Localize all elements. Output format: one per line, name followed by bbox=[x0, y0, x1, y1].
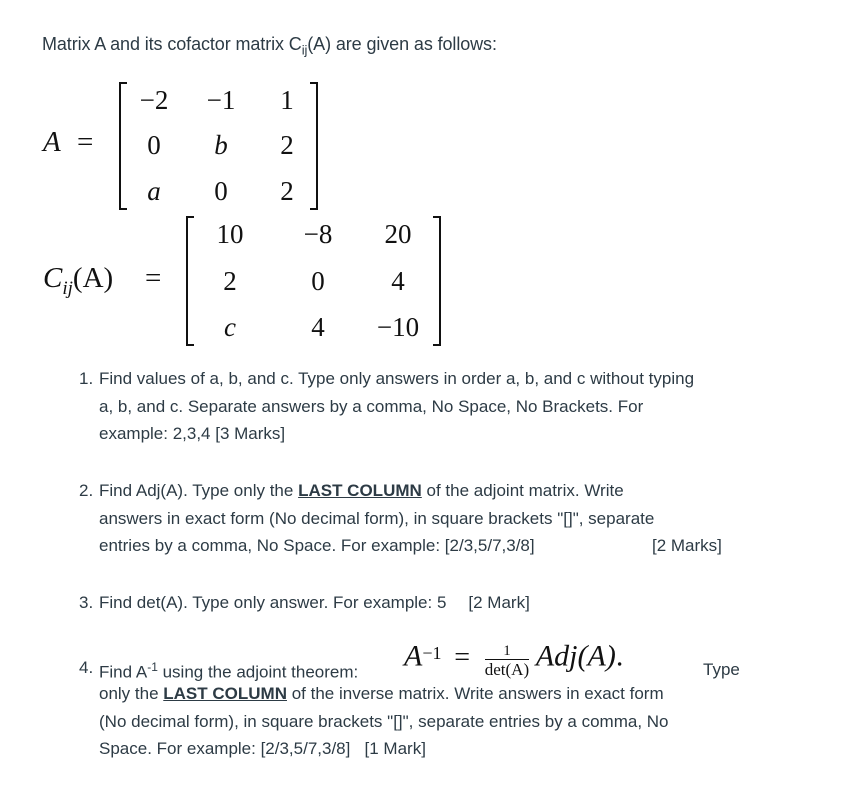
matrix-c-equals: = bbox=[145, 262, 162, 294]
matrix-c-cell: 0 bbox=[311, 266, 325, 296]
question-1 bbox=[79, 365, 779, 448]
question-text: Type bbox=[703, 660, 740, 679]
matrix-a-cell: 2 bbox=[280, 130, 294, 160]
matrix-c-cell: −8 bbox=[303, 219, 333, 249]
matrix-c-label: $C_{ij}(A)$ bbox=[43, 262, 114, 299]
matrix-c-cell: 20 bbox=[384, 219, 412, 249]
question-number: 1. bbox=[79, 369, 94, 388]
matrix-a-left-bracket bbox=[119, 82, 127, 210]
question-marks: [2 Mark] bbox=[468, 593, 530, 612]
emphasis-last-column: LAST COLUMN bbox=[298, 481, 422, 500]
matrix-a-cell: b bbox=[214, 130, 228, 160]
question-3 bbox=[79, 589, 779, 617]
question-number: 3. bbox=[79, 593, 94, 612]
question-text: Find Adj(A). Type only the LAST COLUMN of the adjoint matrix. Write bbox=[99, 481, 624, 500]
matrix-a-cell: 0 bbox=[147, 130, 161, 160]
question-text: Find $A^{-1}$ using the adjoint theorem: bbox=[99, 660, 359, 682]
question-text: Find values of a, b, and c. Type only answers in order a, b, and c without typing bbox=[99, 369, 695, 388]
emphasis-last-column: LAST COLUMN bbox=[163, 684, 287, 703]
question-number: 4. bbox=[79, 658, 94, 677]
matrix-c-cell: 4 bbox=[311, 312, 325, 342]
matrix-c-cell: 10 bbox=[216, 219, 244, 249]
matrix-a-cell: 1 bbox=[280, 85, 294, 115]
inverse-formula: $A^{-1}$ = $\frac{1}{\det(A)}$ Adj(A). bbox=[404, 639, 624, 679]
question-text: answers in exact form (No decimal form), in square brackets "[]", separate bbox=[99, 508, 655, 528]
question-text: entries by a comma, No Space. For example: [2/3,5/7,3/8] [2 Marks] bbox=[99, 532, 779, 560]
matrix-c-cell: c bbox=[224, 312, 236, 342]
question-text: example: 2,3,4 [3 Marks] bbox=[99, 424, 286, 443]
matrix-a-equals: = bbox=[77, 126, 94, 158]
matrix-c-left-bracket bbox=[186, 216, 194, 346]
question-text: Space. For example: [2/3,5/7,3/8] [1 Mark] bbox=[99, 739, 426, 758]
question-text: a, b, and c. Separate answers by a comma, No Space, No Brackets. For bbox=[99, 396, 644, 416]
question-4 bbox=[79, 640, 799, 763]
matrix-c-cell: 4 bbox=[391, 266, 405, 296]
matrix-a-cell: 0 bbox=[214, 176, 228, 206]
matrix-a-cell: −2 bbox=[139, 85, 169, 115]
matrix-a-cell: −1 bbox=[206, 85, 236, 115]
intro-text: Matrix A and its cofactor matrix $C_{ij}(A)$ are given as follows: bbox=[42, 34, 497, 58]
matrix-c-cell: −10 bbox=[376, 312, 420, 342]
question-text: (No decimal form), in square brackets "[]", separate entries by a comma, No bbox=[99, 711, 669, 731]
matrix-a-label: A bbox=[43, 126, 61, 158]
question-text: Find det(A). Type only answer. For example: 5 bbox=[99, 593, 447, 612]
question-2 bbox=[79, 477, 779, 560]
matrix-a-cell: 2 bbox=[280, 176, 294, 206]
question-marks: [2 Marks] bbox=[652, 536, 722, 555]
formula-fraction: $\frac{1}{\det(A)}$ bbox=[484, 642, 530, 679]
matrix-a-cell: a bbox=[147, 176, 161, 206]
question-number: 2. bbox=[79, 481, 94, 500]
matrix-c-cell: 2 bbox=[223, 266, 237, 296]
question-text: only the LAST COLUMN of the inverse matrix. Write answers in exact form bbox=[99, 684, 664, 703]
